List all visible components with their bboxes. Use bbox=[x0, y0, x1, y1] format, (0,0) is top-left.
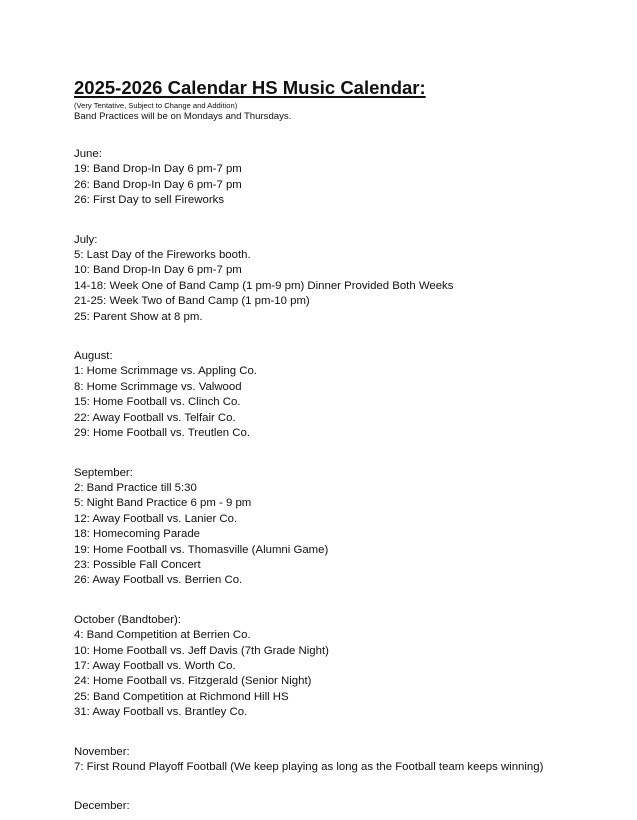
month-section bbox=[74, 147, 619, 209]
event-list bbox=[74, 248, 619, 325]
event-item: 31: Away Football vs. Brantley Co. bbox=[74, 706, 248, 719]
event-item: 14-18: Week One of Band Camp (1 pm-9 pm) Dinner Provided Both Weeks bbox=[74, 279, 454, 292]
event-item: 15: Home Football vs. Clinch Co. bbox=[74, 396, 241, 409]
month-section bbox=[74, 745, 619, 776]
month-heading: June: bbox=[74, 148, 102, 160]
month-section bbox=[74, 233, 619, 325]
document-subtitle: (Very Tentative, Subject to Change and Addition) bbox=[74, 101, 238, 110]
event-item: 5: Night Band Practice 6 pm - 9 pm bbox=[74, 497, 252, 510]
event-item: 19: Band Drop-In Day 6 pm-7 pm bbox=[74, 163, 242, 176]
event-item: 21-25: Week Two of Band Camp (1 pm-10 pm) bbox=[74, 295, 310, 308]
event-item: 18: Homecoming Parade bbox=[74, 528, 200, 541]
month-section bbox=[74, 349, 619, 441]
month-heading: November: bbox=[74, 745, 130, 758]
event-item: 5: Last Day of the Fireworks booth. bbox=[74, 249, 251, 262]
document-title: 2025-2026 Calendar HS Music Calendar: bbox=[74, 77, 426, 98]
event-item: 24: Home Football vs. Fitzgerald (Senior Night) bbox=[74, 675, 312, 688]
calendar-document bbox=[74, 77, 619, 815]
event-list bbox=[74, 760, 619, 775]
event-item: 1: Home Scrimmage vs. Appling Co. bbox=[74, 365, 257, 378]
event-item: 12: Away Football vs. Lanier Co. bbox=[74, 512, 238, 525]
event-item: 29: Home Football vs. Treutlen Co. bbox=[74, 427, 251, 440]
event-item: 26: Away Football vs. Berrien Co. bbox=[74, 574, 243, 587]
event-item: 17: Away Football vs. Worth Co. bbox=[74, 659, 236, 672]
month-heading: August: bbox=[74, 350, 113, 363]
month-heading: October (Bandtober): bbox=[74, 613, 181, 626]
practice-note: Band Practices will be on Mondays and Thursdays. bbox=[74, 111, 292, 122]
months-list bbox=[74, 147, 619, 815]
month-section bbox=[74, 613, 619, 721]
event-item: 25: Parent Show at 8 pm. bbox=[74, 310, 203, 323]
event-item: 2: Band Practice till 5:30 bbox=[74, 481, 197, 494]
event-list bbox=[74, 364, 619, 441]
month-section bbox=[74, 799, 619, 814]
month-section bbox=[74, 466, 619, 589]
event-item: 10: Home Football vs. Jeff Davis (7th Grade Night) bbox=[74, 644, 329, 657]
event-list bbox=[74, 628, 619, 720]
event-item: 23: Possible Fall Concert bbox=[74, 558, 201, 571]
event-item: 26: First Day to sell Fireworks bbox=[74, 194, 225, 207]
event-item: 10: Band Drop-In Day 6 pm-7 pm bbox=[74, 264, 242, 277]
month-heading: September: bbox=[74, 466, 133, 479]
event-item: 25: Band Competition at Richmond Hill HS bbox=[74, 690, 289, 703]
event-item: 8: Home Scrimmage vs. Valwood bbox=[74, 380, 242, 393]
event-item: 7: First Round Playoff Football (We keep playing as long as the Football team keeps winning) bbox=[74, 761, 544, 773]
event-item: 4: Band Competition at Berrien Co. bbox=[74, 629, 251, 642]
month-heading: July: bbox=[74, 233, 98, 246]
event-item: 22: Away Football vs. Telfair Co. bbox=[74, 411, 236, 424]
event-list bbox=[74, 162, 619, 208]
event-item: 26: Band Drop-In Day 6 pm-7 pm bbox=[74, 178, 242, 191]
event-item: 19: Home Football vs. Thomasville (Alumni Game) bbox=[74, 543, 329, 556]
event-list bbox=[74, 481, 619, 589]
month-heading: December: bbox=[74, 800, 130, 813]
